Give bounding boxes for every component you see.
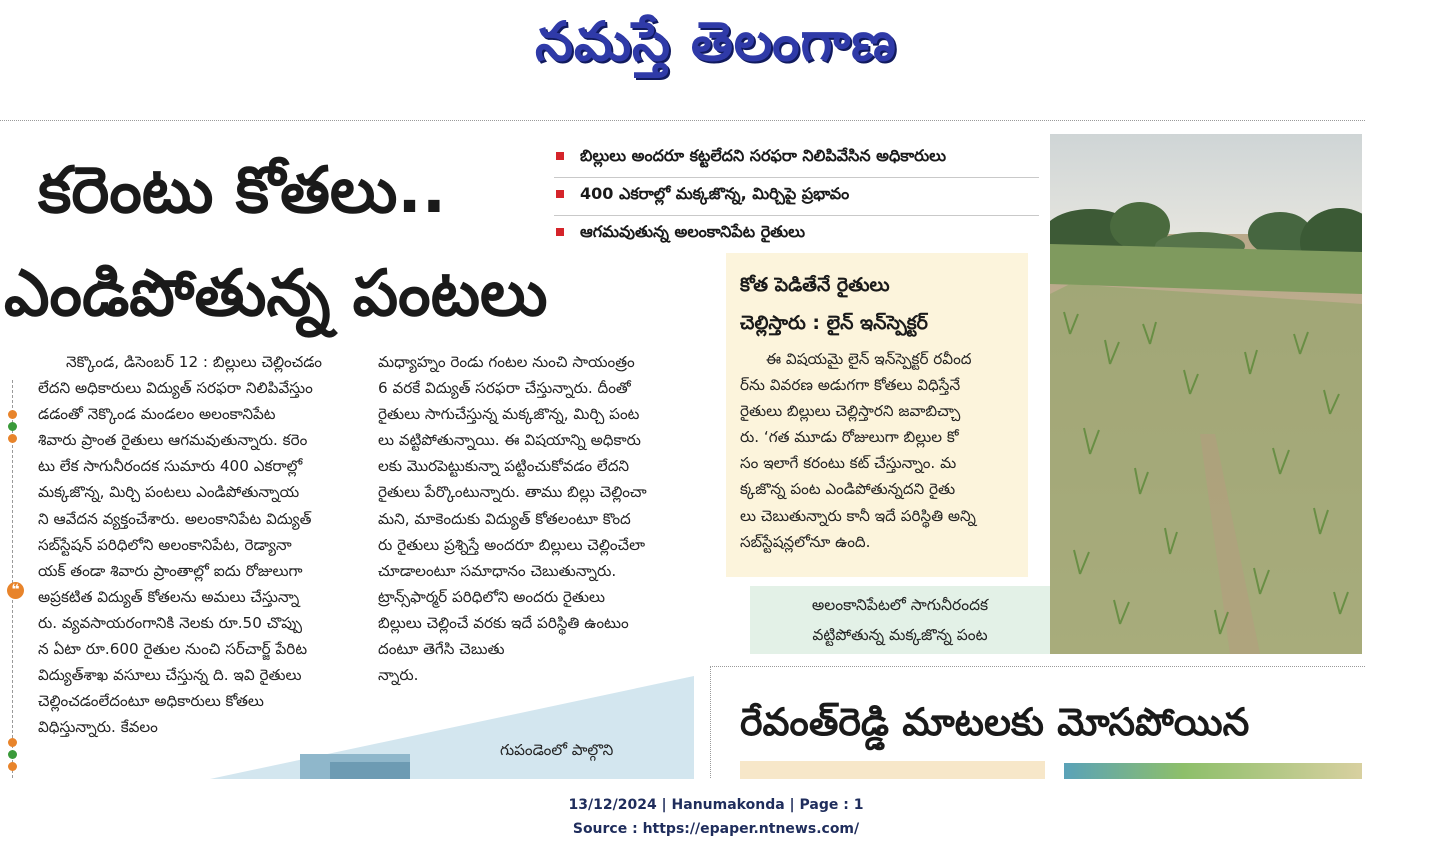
story-column-2 [378, 349, 700, 688]
section-divider [710, 666, 711, 786]
third-story-text: గుపండెంలో పాల్గొని [500, 741, 614, 759]
decorative-dot [8, 738, 17, 747]
crop-field-photo [1050, 134, 1362, 654]
story-line: రు. వ్యవసాయరంగానికి నెలకు రూ.50 చొప్పు [38, 613, 303, 632]
sidebar-box-line: సం ఇలాగే కరంటు కట్ చేస్తున్నాం. మ [740, 454, 957, 473]
story-bullet-text: 400 ఎకరాల్లో మక్కజొన్న, మిర్చిపై ప్రభావం [580, 184, 850, 203]
story-line: న్నారు. [378, 666, 419, 685]
second-story-photo [1064, 763, 1362, 779]
story-line: యక్ తండా శివారు ప్రాంతాల్లో ఐదు రోజులుగా [38, 561, 303, 580]
story-bullet [554, 216, 1039, 253]
story-line: నెక్కొండ, డిసెంబర్ 12 : బిల్లులు చెల్లించడం [66, 353, 322, 371]
decorative-dot [8, 762, 17, 771]
story-line: బిల్లులు చెల్లించే వరకు ఇదే పరిస్థితి ఉంటుం [378, 613, 629, 632]
bullet-square-icon [556, 228, 564, 236]
story-line: శివారు ప్రాంత రైతులు ఆగమవుతున్నారు. కరెం [38, 431, 308, 450]
story-line: డడంతో నెక్కొండ మండలం అలంకానిపేట [38, 405, 276, 424]
story-line: రైతులు పేర్కొంటున్నారు. తాము బిల్లు చెల్లించా [378, 483, 647, 502]
story-line: చెల్లించడంలేదంటూ అధికారులు కోతలు [38, 692, 264, 711]
decorative-dot [8, 434, 17, 443]
story-bullet [554, 178, 1039, 216]
decorative-dot [8, 422, 17, 431]
story-line: సబ్‌స్టేషన్ పరిధిలోని అలంకానిపేట, రెడ్యానా [38, 535, 292, 554]
third-story-photo [210, 676, 694, 779]
sidebar-box-title-line: చెల్లిస్తారు : లైన్ ఇన్‌స్పెక్టర్ [740, 312, 928, 334]
second-story-box [740, 761, 1045, 779]
footer-dateline: 13/12/2024 | Hanumakonda | Page : 1 [568, 797, 864, 813]
masthead-divider [0, 120, 1365, 121]
story-bullet-text: ఆగమవుతున్న అలంకానిపేట రైతులు [580, 222, 806, 241]
story-line: లకు మొరపెట్టుకున్నా పట్టించుకోవడం లేదని [378, 457, 630, 476]
story-line: అప్రకటిత విద్యుత్ కోతలను అమలు చేస్తున్నా [38, 587, 300, 606]
sidebar-box-line: లు చెబుతున్నారు కానీ ఇదే పరిస్థితి అన్ని [740, 506, 976, 525]
bullet-square-icon [556, 190, 564, 198]
decorative-dot [8, 410, 17, 419]
story-line: 6 వరకే విద్యుత్ సరఫరా చేస్తున్నారు. దీంతో [378, 379, 631, 398]
story-line: రైతులు సాగుచేస్తున్న మక్కజొన్న, మిర్చి పంట [378, 405, 640, 424]
story-bullet [554, 140, 1039, 178]
story-line: చూడాలంటూ సమాధానం చెబుతున్నారు. [378, 561, 617, 580]
story-line: విద్యుత్‌శాఖ వసూలు చేస్తున్న ది. ఇవి రైతులు [38, 666, 302, 685]
story-line: లేదని అధికారులు విద్యుత్ సరఫరా నిలిపివేస్తుం [38, 379, 313, 398]
quote-icon: ❝ [7, 582, 24, 599]
story-headline-line2: ఎండిపోతున్న పంటలు [4, 257, 548, 331]
masthead [0, 0, 1432, 90]
photo-caption-line: అలంకానిపేటలో సాగునీరందక [811, 596, 989, 614]
section-divider [710, 666, 1365, 667]
sidebar-box-line: రు. ‘గత మూడు రోజులుగా బిల్లుల కో [740, 428, 959, 447]
sidebar-box-line: సబ్‌స్టేషన్లలోనూ ఉంది. [740, 532, 871, 551]
photo-caption [750, 586, 1050, 654]
story-line: మక్కజొన్న, మిర్చి పంటలు ఎండిపోతున్నాయ [38, 483, 300, 502]
masthead-logo: నమస్తే తెలంగాణ [535, 10, 897, 73]
bullet-square-icon [556, 152, 564, 160]
sidebar-box-title [740, 266, 1020, 342]
sidebar-box-title-line: కోత పెడితేనే రైతులు [740, 274, 890, 296]
story-line: టు లేక సాగునీరందక సుమారు 400 ఎకరాల్లో [38, 457, 303, 476]
sidebar-box-line: క్కజొన్న పంట ఎండిపోతున్నదని రైతు [740, 480, 956, 499]
sidebar-box-line: ఈ విషయమై లైన్ ఇన్‌స్పెక్టర్ రవీంద [766, 350, 972, 368]
story-headline-line1: కరెంటు కోతలు.. [38, 154, 447, 228]
story-line: న ఏటా రూ.600 రైతుల నుంచి సర్‌చార్జ్ పేరిట [38, 640, 308, 659]
sidebar-box-line: ర్‌ను వివరణ అడుగగా కోతలు విధిస్తేనే [740, 376, 961, 395]
story-line: లు వట్టిపోతున్నాయి. ఈ విషయాన్ని అధికారు [378, 431, 641, 450]
sidebar-box-line: రైతులు బిల్లులు చెల్లిస్తారని జవాబిచ్చా [740, 402, 961, 421]
story-line: మధ్యాహ్నం రెండు గంటల నుంచి సాయంత్రం [378, 353, 635, 371]
story-line: ట్రాన్స్‌ఫార్మర్ పరిధిలోని అందరు రైతులు [378, 587, 606, 606]
story-line: రు రైతులు ప్రశ్నిస్తే అందరూ బిల్లులు చెల్లించేలా [378, 535, 645, 554]
story-line: మని, మాకెందుకు విద్యుత్ కోతలంటూ కొంద [378, 509, 631, 528]
story-line: ని ఆవేదన వ్యక్తంచేశారు. అలంకానిపేట విద్యుత్ [38, 509, 312, 528]
story-line: దంటూ తెగేసి చెబుతు [378, 640, 505, 659]
sidebar-box-text [740, 346, 1020, 555]
decorative-dot [8, 750, 17, 759]
story-line: విధిస్తున్నారు. కేవలం [38, 718, 158, 737]
second-story-headline: రేవంత్‌రెడ్డి మాటలకు మోసపోయిన [740, 700, 1250, 744]
story-bullet-text: బిల్లులు అందరూ కట్టలేదని సరఫరా నిలిపివేసిన అధికారులు [580, 146, 947, 165]
footer-source: Source : https://epaper.ntnews.com/ [572, 821, 860, 837]
story-bullets [554, 140, 1039, 253]
photo-caption-line: వట్టిపోతున్న మక్కజొన్న పంట [812, 626, 988, 644]
footer-band [0, 779, 1432, 859]
